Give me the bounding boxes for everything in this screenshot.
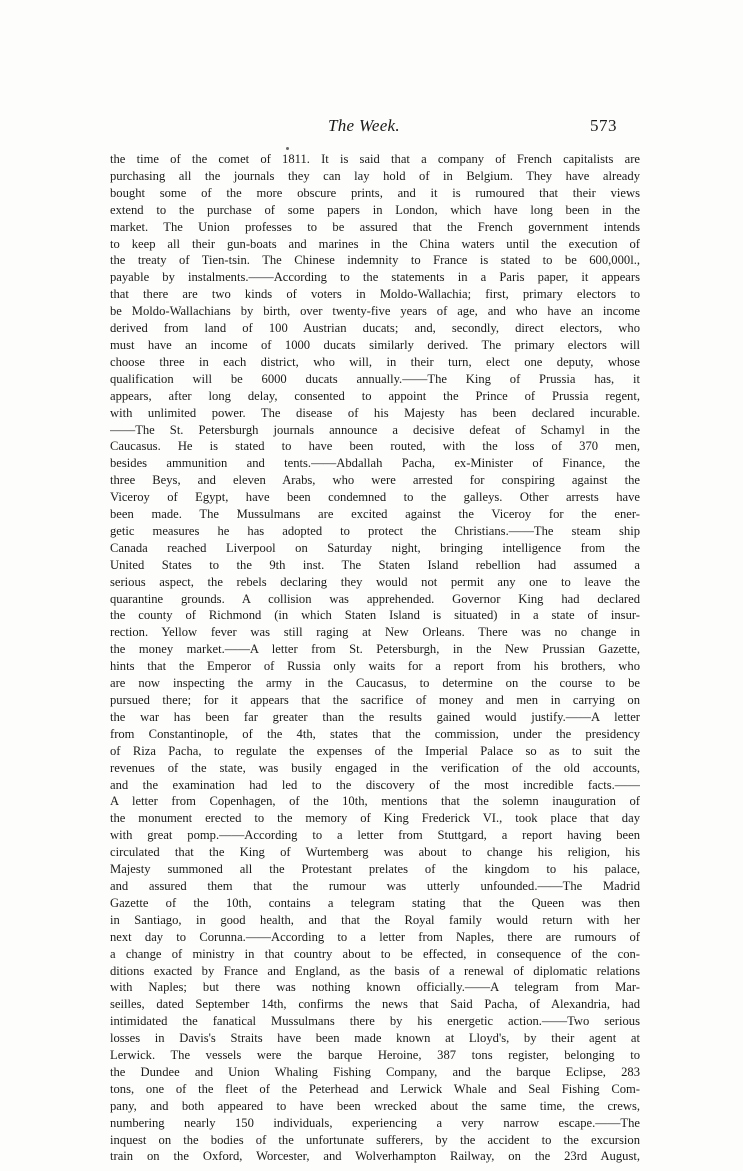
text-line: market. The Union professes to be assured that the French government intends — [110, 219, 640, 234]
text-line: Gazette of the 10th, contains a telegram stating that the Queen was then — [110, 895, 640, 910]
text-line: the time of the comet of 1811. It is said that a company of French capitalists are — [110, 152, 640, 166]
text-line: be Moldo-Wallachians by birth, over twenty-five years of age, and who have an income — [110, 304, 640, 319]
text-line: getic measures he has adopted to protect the Christians.——The steam ship — [110, 523, 640, 538]
text-line: rection. Yellow fever was still raging at New Orleans. There was no change in — [110, 625, 640, 640]
text-line: the county of Richmond (in which Staten Island is situated) in a state of insur- — [110, 608, 640, 623]
text-line: tons, one of the fleet of the Peterhead and Lerwick Whale and Seal Fishing Com- — [110, 1081, 640, 1096]
text-line: Majesty summoned all the Protestant prelates of the kingdom to his palace, — [110, 862, 640, 877]
text-line: intimidated the fanatical Mussulmans there by his energetic action.——Two serious — [110, 1014, 640, 1029]
text-line: ditions exacted by France and England, as the basis of a renewal of diplomatic relations — [110, 963, 640, 978]
text-line: choose three in each district, who will, in their turn, elect one deputy, whose — [110, 354, 640, 369]
text-line: the war has been far greater than the results gained would justify.——A letter — [110, 709, 640, 724]
text-line: must have an income of 1000 ducats similarly derived. The primary electors will — [110, 337, 640, 352]
text-line: with unlimited power. The disease of his Majesty has been declared incurable. — [110, 405, 640, 420]
text-line: pany, and both appeared to have been wrecked about the same time, the crews, — [110, 1098, 640, 1113]
text-line: of Riza Pacha, to regulate the expenses of the Imperial Palace so as to suit the — [110, 743, 640, 758]
text-line: inquest on the bodies of the unfortunate sufferers, by the accident to the excursion — [110, 1132, 640, 1147]
text-line: hints that the Emperor of Russia only waits for a report from his brothers, who — [110, 659, 640, 674]
text-line: are now inspecting the army in the Caucasus, to determine on the course to be — [110, 676, 640, 691]
text-line: extend to the purchase of some papers in London, which have long been in the — [110, 202, 640, 217]
text-line: train on the Oxford, Worcester, and Wolverhampton Railway, on the 23rd August, — [110, 1149, 640, 1164]
text-line: Viceroy of Egypt, have been condemned to the galleys. Other arrests have — [110, 490, 640, 505]
text-line: besides ammunition and tents.——Abdallah Pacha, ex-Minister of Finance, the — [110, 456, 640, 471]
page-number: 573 — [590, 116, 617, 135]
page-header — [0, 116, 743, 142]
text-line: seilles, dated September 14th, confirms the news that Said Pacha, of Alexandria, had — [110, 997, 640, 1012]
text-line: pursued there; for it appears that the sacrifice of money and men in carrying on — [110, 693, 640, 707]
text-line: and the examination had led to the discovery of the most incredible facts.—— — [110, 777, 640, 792]
text-line: been made. The Mussulmans are excited against the Viceroy for the ener- — [110, 507, 640, 522]
text-line: Caucasus. He is stated to have been routed, with the loss of 370 men, — [110, 439, 640, 454]
text-line: losses in Davis's Straits have been made known at Lloyd's, by their agent at — [110, 1031, 640, 1046]
text-line: and assured them that the rumour was utterly unfounded.——The Madrid — [110, 878, 640, 893]
ink-mark — [286, 147, 289, 150]
text-line: ——The St. Petersburgh journals announce a decisive defeat of Schamyl in the — [110, 422, 640, 437]
text-line: the treaty of Tien-tsin. The Chinese indemnity to France is stated to be 600,000l., — [110, 253, 640, 268]
text-line: with Naples; but there was nothing known officially.——A telegram from Mar- — [110, 980, 640, 995]
text-line: in Santiago, in good health, and that the Royal family would return with her — [110, 912, 640, 927]
text-line: the monument erected to the memory of King Frederick VI., took place that day — [110, 811, 640, 826]
text-line: numbering nearly 150 individuals, experiencing a very narrow escape.——The — [110, 1115, 640, 1130]
text-line: Lerwick. The vessels were the barque Heroine, 387 tons register, belonging to — [110, 1048, 640, 1063]
text-line: from Constantinople, of the 4th, states that the commission, under the presidency — [110, 726, 640, 741]
text-line: bought some of the more obscure prints, and it is rumoured that their views — [110, 185, 640, 200]
article-body — [110, 151, 640, 1165]
text-line: purchasing all the journals they can lay hold of in Belgium. They have already — [110, 168, 640, 183]
text-line: next day to Corunna.——According to a letter from Naples, there are rumours of — [110, 929, 640, 944]
text-line: Canada reached Liverpool on Saturday night, bringing intelligence from the — [110, 540, 640, 555]
text-line: derived from land of 100 Austrian ducats; and, secondly, direct electors, who — [110, 321, 640, 336]
text-line: with great pomp.——According to a letter from Stuttgard, a report having been — [110, 828, 640, 843]
text-line: qualification will be 6000 ducats annually.——The King of Prussia has, it — [110, 371, 640, 386]
text-line: circulated that the King of Wurtemberg was about to change his religion, his — [110, 845, 640, 860]
text-line: United States to the 9th inst. The Staten Island rebellion had assumed a — [110, 557, 640, 572]
text-line: quarantine grounds. A collision was apprehended. Governor King had declared — [110, 591, 640, 606]
text-line: a change of ministry in that country about to be effected, in consequence of the con- — [110, 946, 640, 961]
running-title: The Week. — [328, 116, 400, 135]
text-line: appears, after long delay, consented to appoint the Prince of Prussia regent, — [110, 388, 640, 403]
text-line: revenues of the state, was busily engaged in the verification of the old accounts, — [110, 760, 640, 775]
text-line: three Beys, and eleven Arabs, who were arrested for conspiring against the — [110, 473, 640, 488]
text-line: that there are two kinds of voters in Moldo-Wallachia; first, primary electors to — [110, 287, 640, 302]
text-line: payable by instalments.——According to the statements in a Paris paper, it appears — [110, 270, 640, 285]
text-line: to keep all their gun-boats and marines in the China waters until the execution of — [110, 236, 640, 251]
text-line: the Dundee and Union Whaling Fishing Company, and the barque Eclipse, 283 — [110, 1064, 640, 1079]
text-line: A letter from Copenhagen, of the 10th, mentions that the solemn inauguration of — [110, 794, 640, 809]
text-line: serious aspect, the rebels declaring they would not permit any one to leave the — [110, 574, 640, 589]
text-line: the money market.——A letter from St. Petersburgh, in the New Prussian Gazette, — [110, 642, 640, 657]
